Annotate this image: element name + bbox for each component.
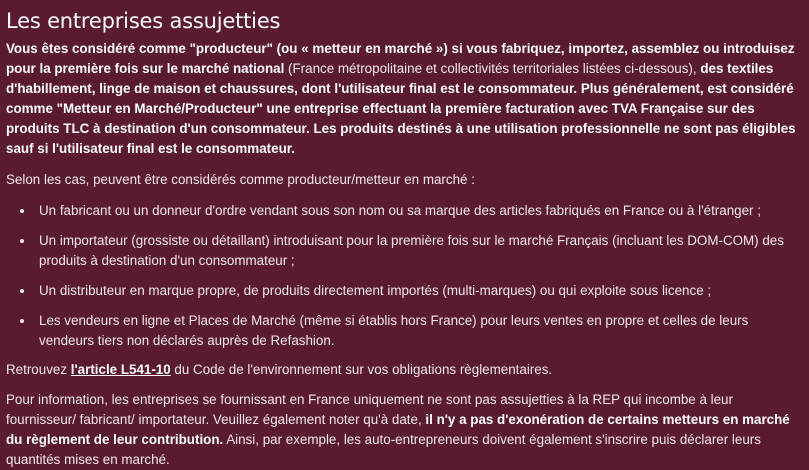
intro-bold-2: des textiles d'habillement, linge de maison et chaussures, dont l'utilisateur final est le consommateur. Plus généralement, est considéré comme "Metteur en Marché/Producteur" une entreprise effectuant la première facturation avec TVA Française sur des produits TLC à destination d'un consommateur. Les produits destinés à une utilisation professionnelle ne sont pas éligibles sauf si l'utilisateur final est le consommateur. (6, 61, 796, 156)
list-item: • Un importateur (grossiste ou détaillant) introduisant pour la première fois sur le marché Français (incluant les DOM-COM) des produits à destination d'un consommateur ; (35, 231, 803, 271)
intro-bold-1: Vous êtes considéré comme "producteur" (ou « metteur en marché ») si vous fabriquez, importez, assemblez ou introduisez pour la première fois sur le marché national (6, 41, 795, 76)
intro-normal-1: (France métropolitaine et collectivités territoriales listées ci-dessous), (284, 61, 701, 76)
info-normal-2: Ainsi, par exemple, les auto-entrepreneurs doivent également s'inscrire puis déclarer leurs quantités mises en marché. (6, 432, 761, 467)
article-line (6, 360, 803, 380)
section-title: Les entreprises assujetties (6, 9, 281, 33)
list-item: • Un fabricant ou un donneur d'ordre vendant sous son nom ou sa marque des articles fabriqués en France ou à l'étranger ; (35, 201, 803, 221)
info-bold: il n'y a pas d'exonération de certains metteurs en marché du règlement de leur contribution. (6, 412, 790, 447)
list-item: • Un distributeur en marque propre, de produits directement importés (multi-marques) ou qui exploite sous licence ; (35, 281, 803, 301)
list-item: • Les vendeurs en ligne et Places de Marché (même si établis hors France) pour leurs ventes en propre et celles de leurs vendeurs tiers non déclarés auprès de Refashion. (35, 311, 803, 351)
article-l541-10-link[interactable]: l'article L541-10 (70, 362, 171, 377)
article-suffix: du Code de l'environnement sur vos obligations règlementaires. (170, 362, 553, 377)
info-paragraph (6, 390, 803, 470)
info-normal-1: Pour information, les entreprises se fournissant en France uniquement ne sont pas assujetties à la REP qui incombe à leur fournisseur/ fabricant/ importateur. Veuillez également noter qu'à date, (6, 392, 733, 427)
intro-paragraph (6, 39, 803, 159)
article-prefix: Retrouvez (6, 362, 71, 377)
lead-text: Selon les cas, peuvent être considérés comme producteur/metteur en marché : (6, 172, 475, 187)
producer-list (6, 201, 803, 351)
